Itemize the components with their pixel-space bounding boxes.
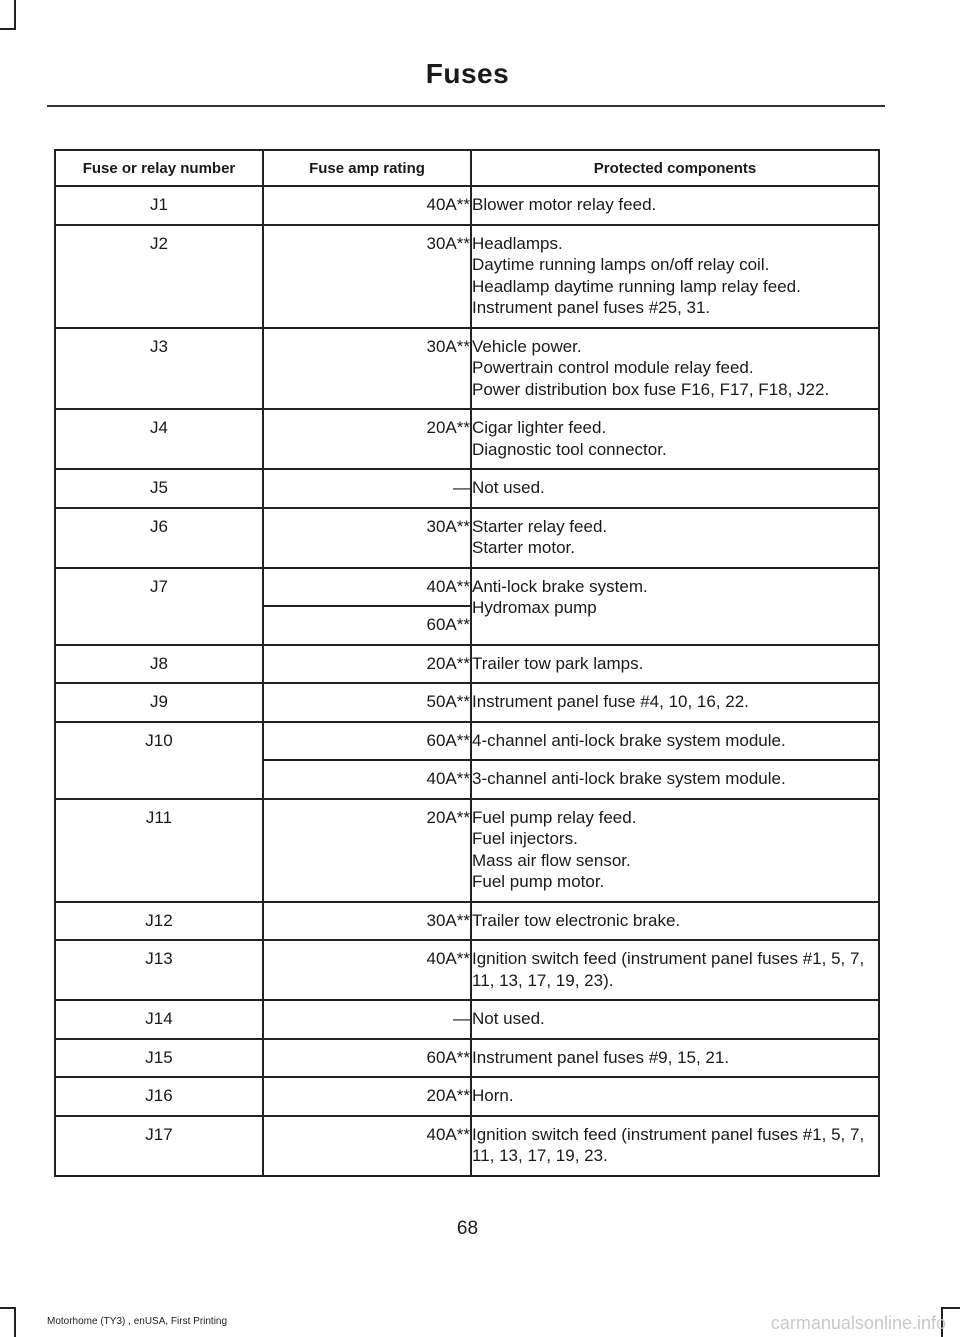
fuse-number: J6	[55, 508, 263, 568]
fuse-number: J7	[55, 568, 263, 645]
component-line: 4-channel anti-lock brake system module.	[472, 730, 786, 750]
component-line: Fuel pump motor.	[472, 872, 605, 891]
fuse-number: J5	[55, 469, 263, 508]
component-line: Ignition switch feed (instrument panel fuses #1, 5, 7, 11, 13, 17, 19, 23.	[472, 1124, 865, 1165]
protected-components	[471, 1116, 879, 1176]
fuse-number: J12	[55, 902, 263, 941]
amp-rating: 20A**	[263, 645, 471, 684]
table-row	[55, 225, 879, 328]
component-line: Not used.	[472, 1009, 545, 1028]
amp-rating: 30A**	[263, 328, 471, 410]
component-line: Powertrain control module relay feed.	[472, 358, 754, 377]
component-line: Fuel injectors.	[472, 829, 578, 848]
component-line: Not used.	[472, 478, 545, 497]
amp-rating: 60A**	[263, 606, 471, 645]
fuse-number: J4	[55, 409, 263, 469]
table-row	[55, 722, 879, 761]
component-line: Trailer tow electronic brake.	[472, 910, 681, 930]
fuse-number: J13	[55, 940, 263, 1000]
page-number: 68	[456, 1218, 479, 1239]
protected-components	[471, 940, 879, 1000]
component-line: Ignition switch feed (instrument panel fuses #1, 5, 7, 11, 13, 17, 19, 23).	[472, 949, 865, 990]
fuse-number: J17	[55, 1116, 263, 1176]
fuse-number: J3	[55, 328, 263, 410]
crop-mark	[0, 28, 14, 30]
column-header-components: Protected components	[471, 150, 879, 186]
fuse-number: J10	[55, 722, 263, 799]
protected-components	[471, 1039, 879, 1078]
component-line: 3-channel anti-lock brake system module.	[472, 769, 786, 788]
watermark: carmanualsonline.info	[770, 1313, 946, 1333]
component-line: Power distribution box fuse F16, F17, F18, J22.	[472, 379, 830, 399]
component-line: Cigar lighter feed.	[472, 418, 607, 437]
amp-rating: 40A**	[263, 1116, 471, 1176]
amp-rating: 60A**	[263, 1039, 471, 1078]
crop-mark	[14, 0, 16, 30]
protected-components	[471, 568, 879, 645]
table-row	[55, 940, 879, 1000]
fuse-number: J8	[55, 645, 263, 684]
component-line: Instrument panel fuses #25, 31.	[472, 298, 711, 317]
table-row	[55, 1116, 879, 1176]
component-line: Headlamp daytime running lamp relay feed.	[472, 276, 801, 296]
protected-components	[471, 225, 879, 328]
amp-rating: 30A**	[263, 225, 471, 328]
page-title: Fuses	[425, 58, 510, 89]
protected-components	[471, 186, 879, 225]
table-row	[55, 902, 879, 941]
fuse-number: J16	[55, 1077, 263, 1116]
protected-components	[471, 1000, 879, 1039]
amp-rating: —	[263, 1000, 471, 1039]
component-line: Trailer tow park lamps.	[472, 653, 644, 673]
fuse-number: J9	[55, 683, 263, 722]
fuse-number: J11	[55, 799, 263, 902]
amp-rating: 50A**	[263, 683, 471, 722]
table-header-row	[55, 150, 879, 186]
amp-rating: 60A**	[263, 722, 471, 761]
fuse-number: J2	[55, 225, 263, 328]
crop-mark	[0, 1307, 14, 1309]
fuse-number: J1	[55, 186, 263, 225]
table-row	[55, 508, 879, 568]
protected-components	[471, 799, 879, 902]
table-row	[55, 409, 879, 469]
table-row	[55, 1077, 879, 1116]
component-line: Headlamps.	[472, 233, 563, 253]
component-line: Vehicle power.	[472, 336, 582, 356]
fuse-table	[54, 149, 880, 1177]
amp-rating: 20A**	[263, 799, 471, 902]
amp-rating: 40A**	[263, 568, 471, 607]
protected-components	[471, 902, 879, 941]
amp-rating: 20A**	[263, 409, 471, 469]
table-body	[55, 186, 879, 1176]
component-line: Daytime running lamps on/off relay coil.	[472, 255, 770, 274]
component-line: Blower motor relay feed.	[472, 195, 657, 214]
footer-text: Motorhome (TY3) , enUSA, First Printing	[47, 1316, 228, 1327]
table-row	[55, 328, 879, 410]
table-row	[55, 799, 879, 902]
component-line: Fuel pump relay feed.	[472, 807, 637, 827]
fuse-number: J14	[55, 1000, 263, 1039]
amp-rating: 30A**	[263, 902, 471, 941]
amp-rating: 40A**	[263, 760, 471, 799]
amp-rating: 40A**	[263, 186, 471, 225]
amp-rating: 20A**	[263, 1077, 471, 1116]
protected-components	[471, 1077, 879, 1116]
protected-components	[471, 645, 879, 684]
fuse-number: J15	[55, 1039, 263, 1078]
table-row	[55, 683, 879, 722]
component-line: Horn.	[472, 1086, 514, 1105]
protected-components	[471, 508, 879, 568]
amp-rating: 40A**	[263, 940, 471, 1000]
table-row	[55, 645, 879, 684]
column-header-amp: Fuse amp rating	[263, 150, 471, 186]
component-line: Starter relay feed.	[472, 516, 608, 536]
protected-components	[471, 469, 879, 508]
component-line: Instrument panel fuse #4, 10, 16, 22.	[472, 692, 749, 711]
protected-components	[471, 328, 879, 410]
amp-rating: —	[263, 469, 471, 508]
table-row	[55, 568, 879, 607]
table-row	[55, 1000, 879, 1039]
component-line: Mass air flow sensor.	[472, 850, 631, 870]
amp-rating: 30A**	[263, 508, 471, 568]
title-divider	[47, 105, 885, 107]
component-line: Diagnostic tool connector.	[472, 439, 667, 459]
protected-components	[471, 409, 879, 469]
column-header-number: Fuse or relay number	[55, 150, 263, 186]
table-row	[55, 1039, 879, 1078]
component-line: Hydromax pump	[472, 598, 597, 617]
protected-components	[471, 722, 879, 761]
component-line: Instrument panel fuses #9, 15, 21.	[472, 1047, 730, 1067]
component-line: Starter motor.	[472, 538, 575, 557]
crop-mark	[14, 1307, 16, 1337]
protected-components	[471, 760, 879, 799]
component-line: Anti-lock brake system.	[472, 576, 648, 596]
table-row	[55, 469, 879, 508]
protected-components	[471, 683, 879, 722]
table-row	[55, 186, 879, 225]
crop-mark	[943, 1307, 960, 1309]
